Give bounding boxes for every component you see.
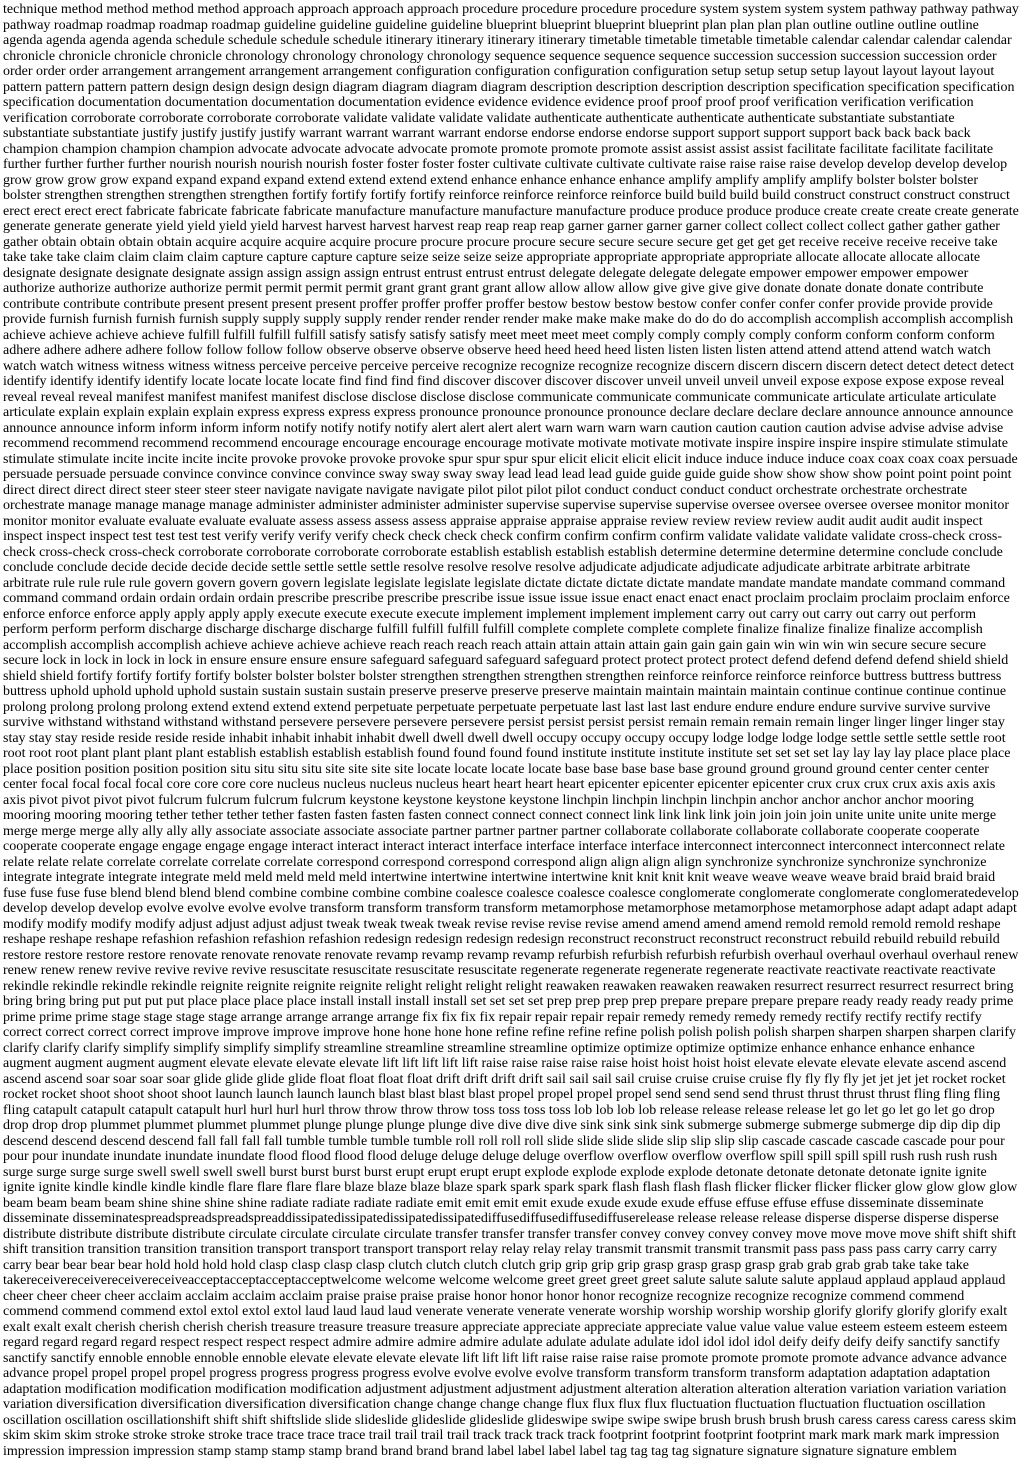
document-body-text: technique method method method method approach approach approach approach procedure procedure procedure procedure system system system system pathway pathway pathway pathway roadmap roadmap roadmap roadmap guideline guideline guideline guideline blueprint blueprint blueprint blueprint plan plan plan plan outline outline outline outline agenda agenda agenda agenda schedule schedule schedule schedule itinerary itinerary itinerary itinerary timetable timetable timetable timetable calendar calendar calendar calendar chronicle chronicle chronicle chronicle chronology chronology chronology chronology sequence sequence sequence sequence succession succession succession succession order order order order arrangement arrangement arrangement arrangement configuration configuration configuration configuration setup setup setup setup layout layout layout layout pattern pattern pattern pattern design design design design diagram diagram diagram diagram description description description description specification specification specification specification documentation documentation documentation documentation evidence evidence evidence evidence proof proof proof proof verification verification verification verification corroborate corroborate corroborate corroborate validate validate validate validate authenticate authenticate authenticate authenticate substantiate substantiate substantiate substantiate justify justify justify justify warrant warrant warrant warrant endorse endorse endorse endorse support support support support back back back back champion champion champion champion advocate advocate advocate advocate promote promote promote promote assist assist assist assist facilitate facilitate facilitate facilitate further further further further nourish nourish nourish nourish foster foster foster foster cultivate cultivate cultivate cultivate raise raise raise raise develop develop develop develop grow grow grow grow expand expand expand expand extend extend extend extend enhance enhance enhance enhance amplify amplify amplify amplify bolster bolster bolster bolster strengthen strengthen strengthen strengthen fortify fortify fortify fortify reinforce reinforce reinforce reinforce build build build build construct construct construct construct erect erect erect erect fabricate fabricate fabricate fabricate manufacture manufacture manufacture manufacture produce produce produce produce create create create create generate generate generate generate yield yield yield yield harvest harvest harvest harvest reap reap reap reap garner garner garner garner collect collect collect collect gather gather gather gather obtain obtain obtain obtain acquire acquire acquire acquire procure procure procure procure secure secure secure secure get get get get receive receive receive receive take take take take claim claim claim claim capture capture capture capture seize seize seize seize appropriate appropriate appropriate appropriate allocate allocate allocate allocate designate designate designate designate assign assign assign assign entrust entrust entrust entrust delegate delegate delegate delegate empower empower empower empower authorize authorize authorize authorize permit permit permit permit grant grant grant grant allow allow allow allow give give give give donate donate donate donate contribute contribute contribute contribute present present present present proffer proffer proffer proffer bestow bestow bestow bestow confer confer confer confer provide provide provide provide furnish furnish furnish furnish supply supply supply supply render render render render make make make make do do do do accomplish accomplish accomplish accomplish achieve achieve achieve achieve fulfill fulfill fulfill fulfill satisfy satisfy satisfy satisfy meet meet meet meet comply comply comply comply conform conform conform conform adhere adhere adhere adhere follow follow follow follow observe observe observe observe heed heed heed heed listen listen listen listen attend attend attend attend watch watch watch watch witness witness witness witness perceive perceive perceive perceive recognize recognize recognize recognize discern discern discern discern detect detect detect detect identify identify identify identify locate locate locate locate find find find find discover discover discover discover unveil unveil unveil unveil expose expose expose expose reveal reveal reveal reveal manifest manifest manifest manifest disclose disclose disclose disclose communicate communicate communicate communicate articulate articulate articulate articulate explain explain explain explain express express express express pronounce pronounce pronounce pronounce declare declare declare declare announce announce announce announce announce inform inform inform inform notify notify notify notify alert alert alert alert warn warn warn warn caution caution caution caution advise advise advise advise recommend recommend recommend recommend encourage encourage encourage encourage motivate motivate motivate motivate inspire inspire inspire inspire stimulate stimulate stimulate stimulate incite incite incite incite provoke provoke provoke provoke spur spur spur spur elicit elicit elicit elicit induce induce induce induce coax coax coax coax persuade persuade persuade persuade convince convince convince convince sway sway sway sway lead lead lead lead guide guide guide guide show show show show point point point point direct direct direct direct steer steer steer steer navigate navigate navigate navigate pilot pilot pilot pilot conduct conduct conduct conduct orchestrate orchestrate orchestrate orchestrate manage manage manage manage administer administer administer administer supervise supervise supervise supervise oversee oversee oversee oversee monitor monitor monitor monitor evaluate evaluate evaluate evaluate assess assess assess assess appraise appraise appraise appraise review review review review audit audit audit audit inspect inspect inspect inspect test test test test verify verify verify verify check check check check confirm confirm confirm confirm validate validate validate validate cross-check cross-check cross-check cross-check corroborate corroborate corroborate corroborate establish establish establish establish determine determine determine determine conclude conclude conclude conclude decide decide decide decide settle settle settle settle resolve resolve resolve resolve adjudicate adjudicate adjudicate adjudicate arbitrate arbitrate arbitrate arbitrate rule rule rule rule govern govern govern govern legislate legislate legislate legislate dictate dictate dictate dictate mandate mandate mandate mandate command command command command ordain ordain ordain ordain prescribe prescribe prescribe prescribe issue issue issue issue enact enact enact enact proclaim proclaim proclaim proclaim enforce enforce enforce enforce apply apply apply apply execute execute execute execute implement implement implement implement carry out carry out carry out carry out perform perform perform perform discharge discharge discharge discharge fulfill fulfill fulfill fulfill complete complete complete complete finalize finalize finalize finalize accomplish accomplish accomplish accomplish achieve achieve achieve achieve reach reach reach reach attain attain attain attain gain gain gain gain win win win win secure secure secure secure lock in lock in lock in lock in ensure ensure ensure ensure safeguard safeguard safeguard safeguard protect protect protect protect defend defend defend defend shield shield shield shield fortify fortify fortify fortify bolster bolster bolster bolster strengthen strengthen strengthen strengthen reinforce reinforce reinforce reinforce buttress buttress buttress buttress uphold uphold uphold uphold sustain sustain sustain sustain preserve preserve preserve preserve maintain maintain maintain maintain continue continue continue continue prolong prolong prolong prolong extend extend extend extend perpetuate perpetuate perpetuate perpetuate last last last last endure endure endure endure survive survive survive survive withstand withstand withstand withstand persevere persevere persevere persevere persist persist persist persist remain remain remain remain linger linger linger linger stay stay stay stay reside reside reside reside inhabit inhabit inhabit inhabit dwell dwell dwell dwell occupy occupy occupy occupy lodge lodge lodge lodge settle settle settle settle root root root root plant plant plant plant establish establish establish establish found found found found institute institute institute institute set set set set lay lay lay lay place place place place position position position position situ situ situ situ site site site site locate locate locate locate base base base base base ground ground ground ground center center center center focal focal focal focal core core core core nucleus nucleus nucleus nucleus heart heart heart heart epicenter epicenter epicenter epicenter crux crux crux crux axis axis axis axis pivot pivot pivot pivot fulcrum fulcrum fulcrum fulcrum keystone keystone keystone keystone linchpin linchpin linchpin linchpin anchor anchor anchor anchor mooring mooring mooring mooring tether tether tether tether fasten fasten fasten fasten connect connect connect connect link link link link join join join join unite unite unite unite merge merge merge merge ally ally ally ally associate associate associate associate partner partner partner partner collaborate collaborate collaborate collaborate cooperate cooperate cooperate cooperate engage engage engage engage interact interact interact interact interface interface interface interface interconnect interconnect interconnect interconnect relate relate relate relate correlate correlate correlate correlate correspond correspond correspond correspond align align align align synchronize synchronize synchronize synchronize integrate integrate integrate integrate meld meld meld meld meld intertwine intertwine intertwine intertwine knit knit knit knit weave weave weave weave braid braid braid braid fuse fuse fuse fuse blend blend blend blend combine combine combine combine coalesce coalesce coalesce coalesce conglomerate conglomerate conglomerate conglomeratedevelop develop develop develop evolve evolve evolve evolve transform transform transform transform metamorphose metamorphose metamorphose metamorphose adapt adapt adapt adapt modify modify modify modify adjust adjust adjust adjust tweak tweak tweak tweak revise revise revise revise amend amend amend amend remold remold remold remold reshape reshape reshape reshape refashion refashion refashion refashion redesign redesign redesign redesign reconstruct reconstruct reconstruct reconstruct rebuild rebuild rebuild rebuild restore restore restore restore renovate renovate renovate renovate revamp revamp revamp revamp refurbish refurbish refurbish refurbish overhaul overhaul overhaul overhaul renew renew renew renew revive revive revive revive resuscitate resuscitate resuscitate resuscitate regenerate regenerate regenerate regenerate reactivate reactivate reactivate reactivate rekindle rekindle rekindle rekindle reignite reignite reignite reignite relight relight relight relight reawaken reawaken reawaken reawaken resurrect resurrect resurrect resurrect bring bring bring bring put put put put place place place place install install install install set set set set prep prep prep prep prepare prepare prepare prepare ready ready ready ready prime prime prime prime stage stage stage stage arrange arrange arrange arrange fix fix fix fix repair repair repair repair remedy remedy remedy remedy rectify rectify rectify rectify correct correct correct correct improve improve improve improve hone hone hone hone refine refine refine refine polish polish polish polish sharpen sharpen sharpen sharpen clarify clarify clarify clarify simplify simplify simplify simplify streamline streamline streamline streamline optimize optimize optimize optimize enhance enhance enhance enhance augment augment augment augment elevate elevate elevate elevate lift lift lift lift lift raise raise raise raise raise hoist hoist hoist hoist elevate elevate elevate elevate ascend ascend ascend ascend soar soar soar soar glide glide glide glide float float float float drift drift drift drift sail sail sail sail cruise cruise cruise cruise fly fly fly fly jet jet jet jet rocket rocket rocket rocket shoot shoot shoot shoot launch launch launch launch blast blast blast blast propel propel propel propel send send send send thrust thrust thrust thrust fling fling fling fling catapult catapult catapult catapult hurl hurl hurl hurl throw throw throw throw toss toss toss toss lob lob lob lob release release release release let go let go let go let go drop drop drop drop plummet plummet plummet plummet plunge plunge plunge plunge dive dive dive dive sink sink sink sink submerge submerge submerge submerge dip dip dip dip descend descend descend descend fall fall fall fall tumble tumble tumble tumble roll roll roll roll slide slide slide slide slip slip slip slip cascade cascade cascade cascade pour pour pour pour inundate inundate inundate inundate flood flood flood flood deluge deluge deluge deluge overflow overflow overflow overflow spill spill spill spill rush rush rush rush surge surge surge surge swell swell swell swell burst burst burst burst erupt erupt erupt erupt explode explode explode explode detonate detonate detonate detonate ignite ignite ignite ignite kindle kindle kindle kindle flare flare flare flare blaze blaze blaze blaze spark spark spark spark flash flash flash flash flicker flicker flicker flicker glow glow glow glow beam beam beam beam shine shine shine shine radiate radiate radiate radiate emit emit emit emit exude exude exude exude effuse effuse effuse effuse disseminate disseminate disseminate disseminatespreadspreadspreadspreaddissipatedissipatedissipatedissipatediffusediffusediffusediffuserelease release release release disperse disperse disperse disperse distribute distribute distribute distribute circulate circulate circulate circulate transfer transfer transfer transfer convey convey convey convey move move move move shift shift shift shift transition transition transition transition transport transport transport transport relay relay relay relay transmit transmit transmit transmit pass pass pass pass carry carry carry carry bear bear bear bear hold hold hold hold clasp clasp clasp clasp clutch clutch clutch clutch grip grip grip grip grasp grasp grasp grasp grab grab grab grab take take take takereceivereceivereceivereceiveacceptacceptacceptacceptwelcome welcome welcome welcome greet greet greet greet salute salute salute salute applaud applaud applaud applaud cheer cheer cheer cheer acclaim acclaim acclaim acclaim praise praise praise praise honor honor honor honor recognize recognize recognize recognize commend commend commend commend commend extol extol extol extol laud laud laud laud venerate venerate venerate venerate worship worship worship worship glorify glorify glorify glorify exalt exalt exalt exalt cherish cherish cherish cherish treasure treasure treasure treasure appreciate appreciate appreciate appreciate value value value value esteem esteem esteem esteem regard regard regard regard respect respect respect respect admire admire admire admire adulate adulate adulate adulate idol idol idol idol deify deify deify deify sanctify sanctify sanctify sanctify ennoble ennoble ennoble ennoble elevate elevate elevate elevate lift lift lift lift raise raise raise raise promote promote promote promote advance advance advance advance propel propel propel propel progress progress progress progress evolve evolve evolve evolve transform transform transform transform adaptation adaptation adaptation adaptation modification modification modification modification adjustment adjustment adjustment adjustment alteration alteration alteration alteration variation variation variation variation diversification diversification diversification diversification change change change change flux flux flux flux fluctuation fluctuation fluctuation fluctuation oscillation oscillation oscillation oscillationshift shift shift shiftslide slide slideslide glideslide glideslide glideswipe swipe swipe swipe brush brush brush brush caress caress caress caress skim skim skim skim stroke stroke stroke stroke trace trace trace trace trail trail trail trail track track track track footprint footprint footprint footprint mark mark mark mark impression impression impression impression stamp stamp stamp stamp brand brand brand brand label label label label tag tag tag tag signature signature signature signature emblem [3, 2, 1019, 1459]
